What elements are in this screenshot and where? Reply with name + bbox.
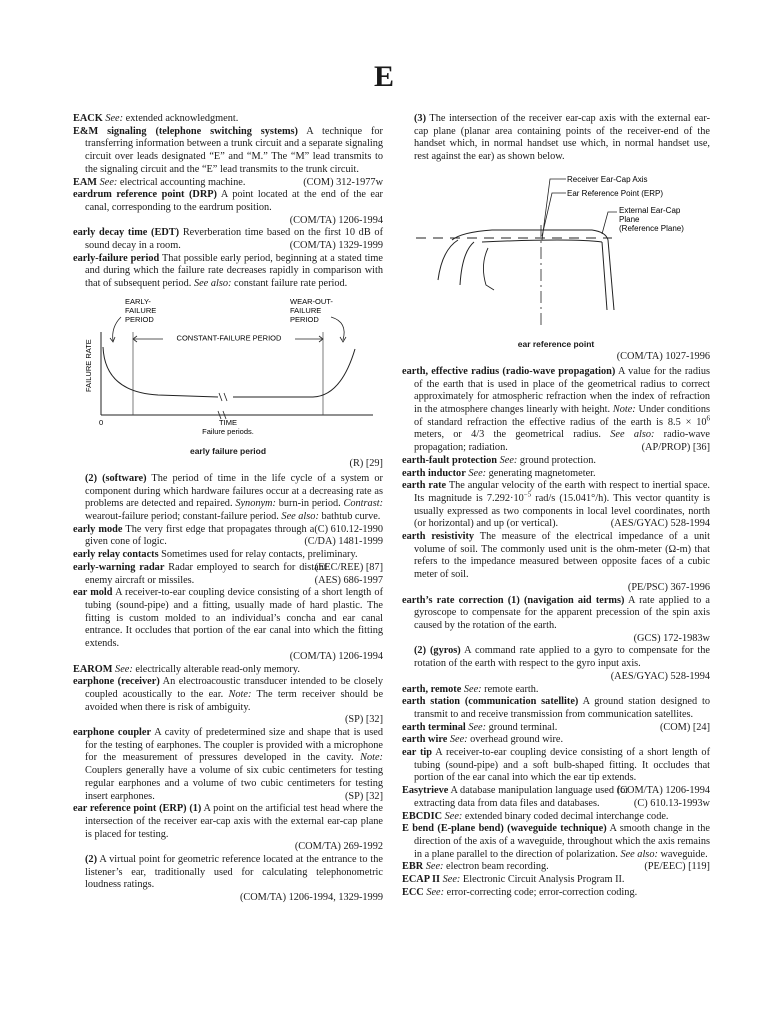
- label-early-failure: FAILURE: [125, 305, 157, 315]
- entry-earths-rate-correction-2: (2) (gyros) A command rate applied to a gyro to compensate for the rotation of the earth with respect to the gyro input axis. (AES/GYAC) 528-1994: [414, 645, 710, 682]
- entry-early-failure-2: (2) (software) The period of time in the life cycle of a system or component during which hardware failures occur at a decreasing rate as problems are detected and repaired. Synonym: burn-in period. Contrast: wearout-failure period; constant-failure period. See also: bathtub curve. (C) 610.12-1990: [85, 472, 383, 535]
- left-column: [73, 113, 383, 905]
- label-early: EARLY-: [125, 296, 151, 306]
- curve-left: [103, 347, 218, 397]
- entry-earphone: earphone (receiver) An electroacoustic transducer intended to be closely coupled acoustically to the ear. Note: The term receiver should be avoided when there is risk of ambiguity. (SP) [32]: [73, 676, 384, 726]
- entry-earth-inductor: earth inductor See: generating magnetometer.: [402, 467, 596, 479]
- entry-em-signaling: E&M signaling (telephone switching systems) A technique for transferring information between a trunk circuit and a separate signaling circuit over leads designated “E” and “M.” The “M” lead transmits to the signaling circuit and the “E” lead transmits to the trunk circuit. (COM) 312-1977w: [73, 125, 383, 188]
- label-wear-failure: FAILURE: [290, 305, 322, 315]
- entry-earth-resistivity: earth resistivity The measure of the electrical impedance of a unit volume of soil. The commonly used unit is the ohm-meter (Ω-m) that refers to the impedance measured between opposite faces of a cubic meter of soil. (PE/PSC) 367-1996: [402, 531, 710, 593]
- figure2-ref: (COM/TA) 1027-1996: [616, 351, 710, 363]
- entry-early-relay-contacts: early relay contacts Sometimes used for relay contacts, preliminary. (EEC/REE) [87]: [73, 549, 383, 573]
- entry-earth-wire: earth wire See: overhead ground wire.: [402, 734, 564, 746]
- label-wear-out: WEAR-OUT-: [290, 296, 333, 306]
- handle-inner: [460, 242, 474, 285]
- entry-early-decay-time: early decay time (EDT) Reverberation time based on the first 10 dB of sound decay in a room. (COM/TA) 1329-1999: [73, 227, 383, 252]
- entry-ebcdic: EBCDIC See: extended binary coded decimal interchange code.: [402, 810, 669, 822]
- entry-early-warning-radar: early-warning radar Radar employed to search for distant enemy aircraft or missiles. (AES) 686-1997: [73, 561, 383, 586]
- entry-early-mode: early mode The very first edge that propagates through a given cone of logic. (C/DA) 1481-1999: [73, 523, 383, 548]
- bathtub-curve-diagram: [73, 297, 383, 437]
- cap-edge: [608, 240, 614, 310]
- page-letter-heading: E: [373, 60, 394, 93]
- label-plane-2: Plane: [619, 214, 640, 224]
- entry-ear-reference-point: ear reference point (ERP) (1) A point on the artificial test head where the intersection of the receiver ear-cap axis with the external ear-cap plane is placed for testing. (COM/TA) 269-1992: [73, 803, 383, 853]
- curve-right: [233, 349, 355, 397]
- plane-leader: [602, 212, 617, 234]
- entry-earom: EAROM See: electrically alterable read-only memory.: [73, 663, 300, 675]
- entry-earth-fault-protection: earth-fault protection See: ground protection.: [402, 454, 596, 466]
- handle-contour: [483, 248, 494, 290]
- entry-earth-terminal: earth terminal See: ground terminal.: [402, 721, 558, 733]
- figure1-ref: (R) [29]: [349, 458, 383, 470]
- entry-early-failure-period: early-failure period That possible early period, beginning at a stated time and during which the failure rate decreases rapidly in comparison with that of subsequent period. See also: constant failure rate period.: [73, 252, 383, 290]
- entry-eack: EACK See: extended acknowledgment.: [73, 113, 239, 124]
- ear-reference-diagram: [402, 170, 710, 330]
- x-label: TIME: [219, 417, 237, 427]
- ear-reference-figure: [402, 170, 710, 364]
- entry-earths-rate-correction: earth’s rate correction (1) (navigation aid terms) A rate applied to a gyroscope to compensate for the apparent precession of the spin axis caused by the rotation of the earth. (GCS) 172-1983w: [402, 594, 710, 644]
- entry-ear-reference-point-3: (3) The intersection of the receiver ear-cap axis with the external ear-cap plane (planar area containing points of the receiver-end of the handset which, in normal handset use which, in normal handset use, rest against the ear) as shown below.: [414, 113, 710, 163]
- label-plane-1: External Ear-Cap: [619, 205, 681, 215]
- entry-e-bend: E bend (E-plane bend) (waveguide technique) A smooth change in the direction of the axis of a waveguide, throughout which the axis remains in a plane parallel to the direction of polarization. See also: waveguide. (PE/EEC) [119]: [402, 823, 710, 873]
- entry-ecc: ECC See: error-correcting code; error-correction coding.: [402, 886, 638, 898]
- entry-earth-station: earth station (communication satellite) A ground station designed to transmit to and receive transmission from communication satellites. (COM) [24]: [402, 696, 710, 733]
- origin-label: 0: [99, 417, 104, 427]
- axis-leader: [542, 179, 566, 240]
- entry-earth-remote: earth, remote See: remote earth.: [402, 683, 539, 695]
- label-early-period: PERIOD: [125, 314, 154, 324]
- entry-eam: EAM See: electrical accounting machine.: [73, 176, 246, 188]
- entry-ear-reference-point-2: (2) A virtual point for geometric reference located at the entrance to the listener’s ear, traditionally used for calculating telephonometric loudness ratings. (COM/TA) 1206-1994, 1329-1999: [85, 854, 383, 904]
- entry-earth-effective-radius: earth, effective radius (radio-wave propagation) A value for the radius of the earth that is used in place of the geometrical radius to correct approximately for atmospheric refraction when the index of refraction in the atmosphere changes linearly with height. Note: Under conditions of standard refraction the effective radius of the earth is $8.5 \times 10^6$ meters, or 4/3 the geometrical radius. See also: radio-wave propagation; radiation. (AP/PROP) [36]: [402, 365, 711, 454]
- entry-earphone-coupler: earphone coupler A cavity of predetermined size and shape that is used for the testing of earphones. The coupler is provided with a microphone for the measurement of pressures developed in the cavity. Note: Couplers generally have a volume of six cubic centimeters for testing regular earphones and a volume of two cubic centimeters for testing insert earphones. (SP) [32]: [73, 727, 383, 802]
- figure2-caption: ear reference point: [517, 338, 595, 349]
- handle-outer: [438, 240, 458, 280]
- cap-edge-inner: [602, 242, 607, 310]
- figure1-caption: early failure period: [189, 445, 267, 456]
- entry-ecap-ii: ECAP II See: Electronic Circuit Analysis Program II.: [402, 874, 625, 886]
- y-label: FAILURE RATE: [84, 339, 93, 392]
- entry-eardrum-reference-point: eardrum reference point (DRP) A point located at the end of the ear canal, corresponding to the eardrum position. (COM/TA) 1206-1994: [73, 189, 383, 226]
- entry-ear-mold: ear mold A receiver-to-ear coupling device consisting of a short length of tubing (sound-pipe) and a fitting, usually made of hard plastic. The fitting is custom molded to an individual’s concha and ear canal entrance. It occludes that portion of the ear canal into which the fitting extends. (COM/TA) 1206-1994: [73, 587, 383, 662]
- label-plane-3: (Reference Plane): [619, 223, 684, 233]
- label-wear-period: PERIOD: [290, 314, 319, 324]
- label-constant: CONSTANT-FAILURE PERIOD: [176, 333, 282, 343]
- ear-cap-inner: [482, 240, 602, 242]
- right-column: [402, 113, 710, 899]
- early-arrow: [113, 317, 121, 341]
- entry-easytrieve: Easytrieve A database manipulation language used for extracting data from data files and databases. (C) 610.13-1993w: [402, 785, 710, 809]
- entry-ear-tip: ear tip A receiver-to-ear coupling device consisting of a short length of tubing (sound-pipe) and a soft bulb-shaped fitting. It occludes that portion of the ear canal into which the ear tip extends. (COM/TA) 1206-1994: [402, 747, 710, 797]
- axis-break: [219, 393, 227, 401]
- label-receiver-axis: Receiver Ear-Cap Axis: [567, 174, 648, 184]
- failure-periods-figure: [73, 297, 383, 471]
- sub-caption: Failure periods.: [202, 426, 254, 436]
- label-erp: Ear Reference Point (ERP): [567, 188, 664, 198]
- entry-ebr: EBR See: electron beam recording.: [402, 861, 549, 873]
- entry-earth-rate: earth rate The angular velocity of the earth with respect to inertial space. Its magnitude is $7.292\cdot 10^{-5}$ rad/s (15.041°/h). This vector quantity is usually expressed as two components in local level coordinates, north (or horizontal) and up (or vertical). (AES/GYAC) 528-1994: [402, 480, 710, 530]
- wear-arrow: [331, 317, 344, 340]
